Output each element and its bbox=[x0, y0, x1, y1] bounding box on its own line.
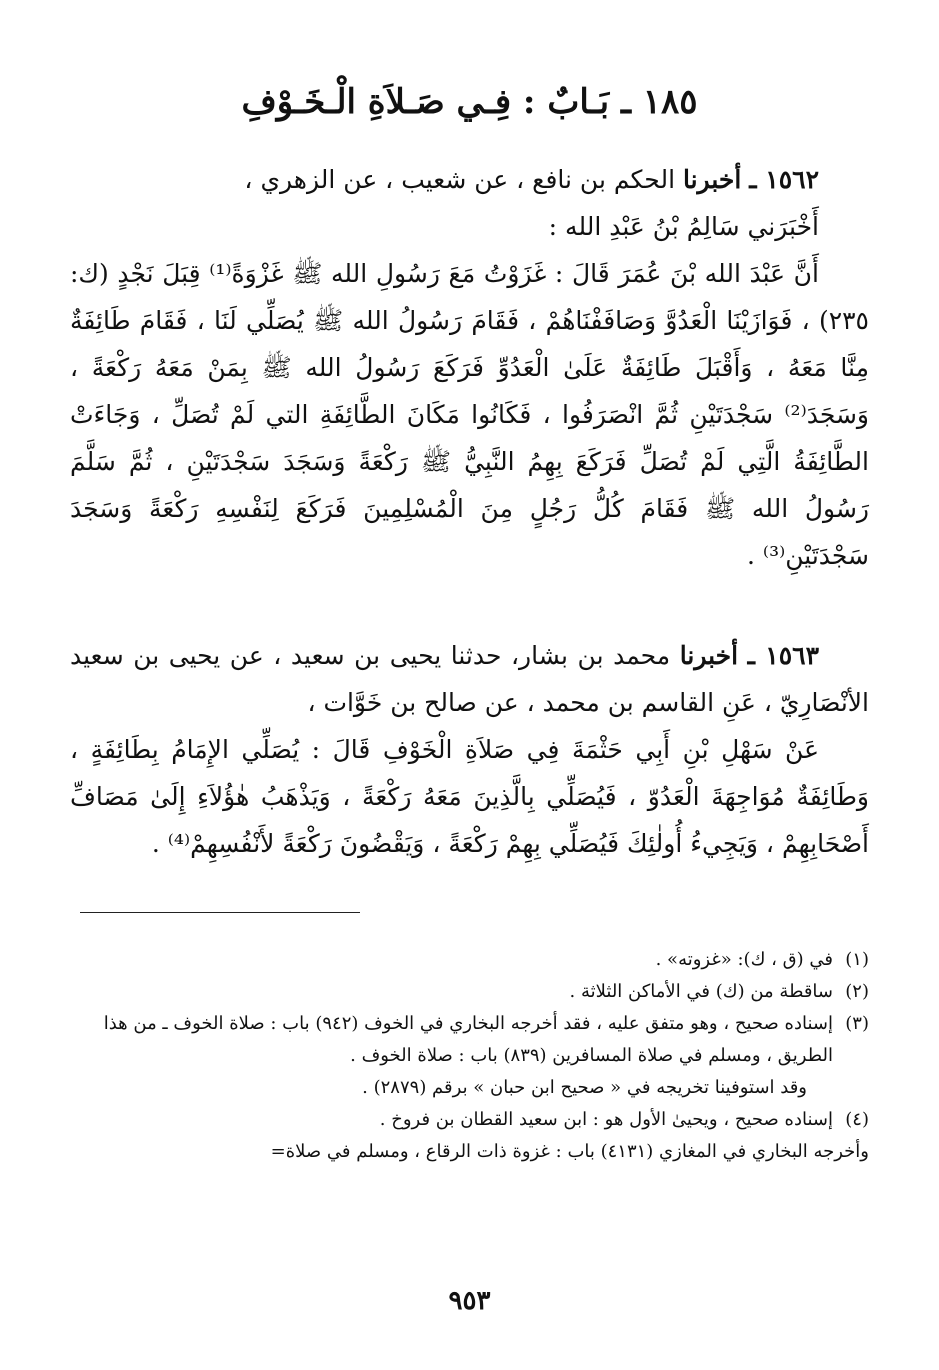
footnote-number: (١) bbox=[845, 949, 869, 970]
footnote-number: (٣) bbox=[845, 1013, 869, 1034]
hadith-1562 bbox=[70, 156, 869, 579]
footnote-4-continuation: وأخرجه البخاري في المغازي (٤١٣١) باب : غزوة ذات الرقاع ، ومسلم في صلاة= bbox=[270, 1141, 869, 1162]
hadith-matn: عَنْ سَهْلِ بْنِ أَبِي حَثْمَةَ فِي صَلاَةِ الْخَوْفِ قَالَ : يُصَلِّي الإِمَامُ بِطَائِفَةٍ ، وَطَائِفَةٌ مُوَاجِهَةَ الْعَدُوّ ، فَيُصَلِّي بِالَّذِينَ مَعَهُ رَكْعَةً ، وَيَذْهَبُ هٰؤُلاَءِ إِلَىٰ مَصَافِّ أَصْحَابِهِمْ ، وَيَجِيءُ أُولٰئِكَ فَيُصَلِّي بِهِمْ رَكْعَةً ، وَيَقْضُونَ رَكْعَةً لأَنْفُسِهِمْ⁽⁴⁾ . bbox=[70, 735, 869, 858]
footnote-3 bbox=[70, 1008, 869, 1072]
footnote-number: (٢) bbox=[845, 981, 869, 1002]
hadith-lead: أخبرنا bbox=[679, 641, 739, 670]
footnote-text: ساقطة من (ك) في الأماكن الثلاثة . bbox=[569, 981, 833, 1002]
footnote-4 bbox=[70, 1104, 869, 1136]
hadith-isnad: الحكم بن نافع ، عن شعيب ، عن الزهري ، bbox=[244, 165, 676, 194]
hadith-isnad-line: أَخْبَرَني سَالِمُ بْنُ عَبْدِ الله : bbox=[548, 212, 819, 241]
footnote-text: إسناده صحيح ، وهو متفق عليه ، فقد أخرجه البخاري في الخوف (٩٤٢) باب : صلاة الخوف ـ من هذا الطريق ، ومسلم في صلاة المسافرين (٨٣٩) باب : صلاة الخوف . bbox=[103, 1013, 833, 1066]
chapter-heading: ١٨٥ ـ بَـابٌ : فِـي صَـلاَةِ الْـخَـوْفِ bbox=[241, 82, 698, 122]
footnote-2 bbox=[70, 976, 869, 1008]
footnote-number: (٤) bbox=[845, 1109, 869, 1130]
footnotes bbox=[70, 944, 869, 1168]
hadith-1563 bbox=[70, 632, 869, 867]
footnote-text: في (ق ، ك): «غزوته» . bbox=[655, 949, 833, 970]
hadith-number: ١٥٦٢ ـ bbox=[749, 165, 819, 194]
page-number: ٩٥٣ bbox=[448, 1286, 491, 1316]
hadith-lead: أخبرنا bbox=[682, 165, 742, 194]
footnote-1 bbox=[70, 944, 869, 976]
footnote-text: إسناده صحيح ، ويحيىٰ الأول هو : ابن سعيد القطان بن فروخ . bbox=[379, 1109, 833, 1130]
hadith-isnad: محمد بن بشار، حدثنا يحيى بن سعيد ، عن يحيى بن سعيد الأنْصَارِيّ ، عَنِ القاسم بن محمد ، عن صالح بن خَوَّات ، bbox=[70, 641, 869, 717]
footnote-divider bbox=[80, 912, 360, 913]
footnote-3-extra: وقد استوفينا تخريجه في « صحيح ابن حبان » برقم (٢٨٧٩) . bbox=[362, 1077, 807, 1098]
hadith-number: ١٥٦٣ ـ bbox=[747, 641, 819, 670]
hadith-matn: أَنَّ عَبْدَ الله بْنَ عُمَرَ قَالَ : غَزَوْتُ مَعَ رَسُولِ الله ﷺ غَزْوَةً⁽¹⁾ قِبَلَ نَجْدٍ (ك: ٢٣٥) ، فَوَازَيْنَا الْعَدُوَّ وَصَافَفْنَاهُمْ ، فَقَامَ رَسُولُ الله ﷺ يُصَلِّي لَنَا ، فَقَامَ طَائِفَةٌ مِنَّا مَعَهُ ، وَأَقْبَلَ طَائِفَةٌ عَلَىٰ الْعَدُوِّ فَرَكَعَ رَسُولُ الله ﷺ بِمَنْ مَعَهُ رَكْعَةً ، وَسَجَدَ⁽²⁾ سَجْدَتَيْنِ ثُمَّ انْصَرَفُوا ، فَكَانُوا مَكَانَ الطَّائِفَةِ التي لَمْ تُصَلِّ ، وَجَاءَتْ الطَّائِفَةُ الَّتِي لَمْ تُصَلِّ فَرَكَعَ بِهِمُ النَّبِيُّ ﷺ رَكْعَةً وَسَجَدَ سَجْدَتَيْنِ ، ثُمَّ سَلَّمَ رَسُولُ الله ﷺ فَقَامَ كُلُّ رَجُلٍ مِنَ الْمُسْلِمِينَ فَرَكَعَ لِنَفْسِهِ رَكْعَةً وَسَجَدَ سَجْدَتَيْنِ⁽³⁾ . bbox=[70, 259, 869, 570]
